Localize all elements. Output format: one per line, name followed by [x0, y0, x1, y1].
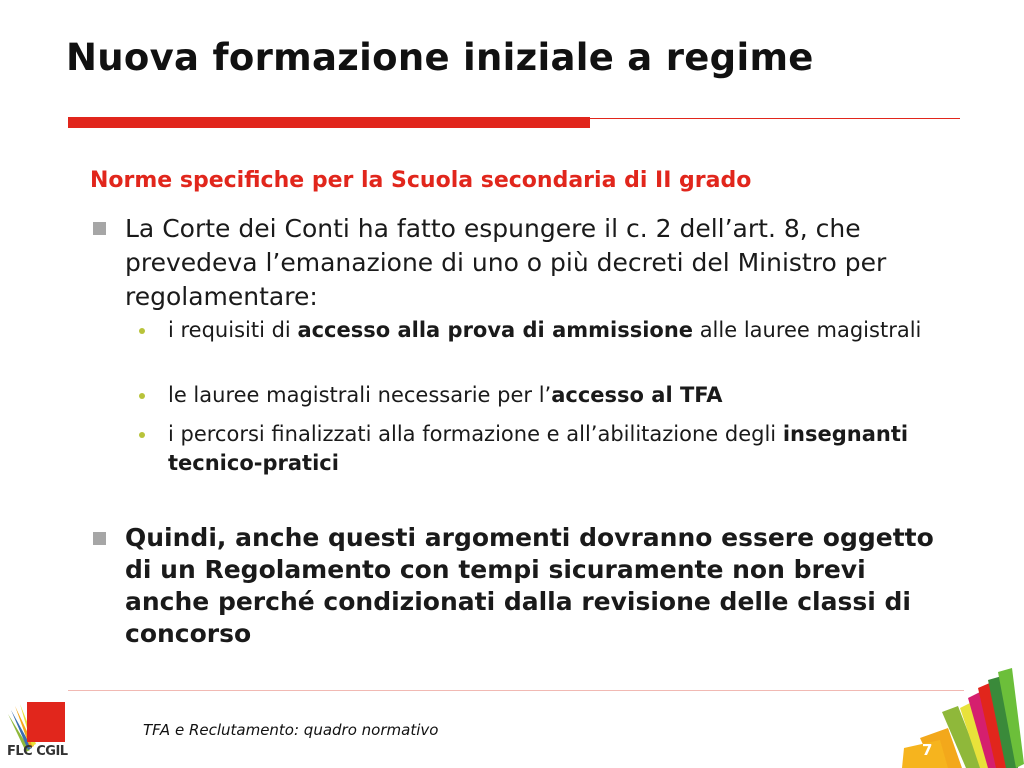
footer-divider [68, 690, 964, 691]
bullet-1-text: La Corte dei Conti ha fatto espungere il c. 2 dell’art. 8, che prevedeva l’emanazione di uno o più decreti del Ministro per regolamentare: [125, 214, 887, 311]
bullet-2-text: Quindi, anche questi argomenti dovranno essere oggetto di un Regolamento con tempi sicuramente non brevi anche perché condizionati dalla revisione delle classi di concorso [125, 523, 934, 648]
footer-text: TFA e Reclutamento: quadro normativo [143, 721, 439, 739]
sub-bullet-3-emphasis: insegnanti tecnico-pratici [168, 422, 909, 475]
square-bullet-icon [93, 222, 106, 235]
sub-bullet-1: i requisiti di accesso alla prova di ammissione alle lauree magistrali [168, 316, 968, 345]
sub-bullet-1-emphasis: accesso alla prova di ammissione [297, 318, 694, 342]
dot-bullet-icon [139, 328, 145, 334]
sub-bullet-3: i percorsi finalizzati alla formazione e all’abilitazione degli insegnanti tecnico-pratici [168, 420, 968, 478]
bullet-1 [125, 212, 955, 314]
dot-bullet-icon [139, 432, 145, 438]
bullet-2 [125, 522, 955, 650]
title-underline-thin [590, 118, 960, 119]
dot-bullet-icon [139, 393, 145, 399]
sub-bullet-2-emphasis: accesso al TFA [551, 383, 723, 407]
square-bullet-icon [93, 532, 106, 545]
sub-bullet-2: le lauree magistrali necessarie per l’accesso al TFA [168, 381, 968, 410]
colored-ribbons-decoration-icon [900, 668, 1024, 768]
slide-title: Nuova formazione iniziale a regime [66, 36, 814, 79]
logo-text: FLC CGIL [7, 744, 68, 759]
page-number: 7 [922, 741, 933, 759]
slide-subtitle: Norme specifiche per la Scuola secondaria di II grado [90, 168, 752, 193]
title-underline-thick [68, 117, 590, 128]
